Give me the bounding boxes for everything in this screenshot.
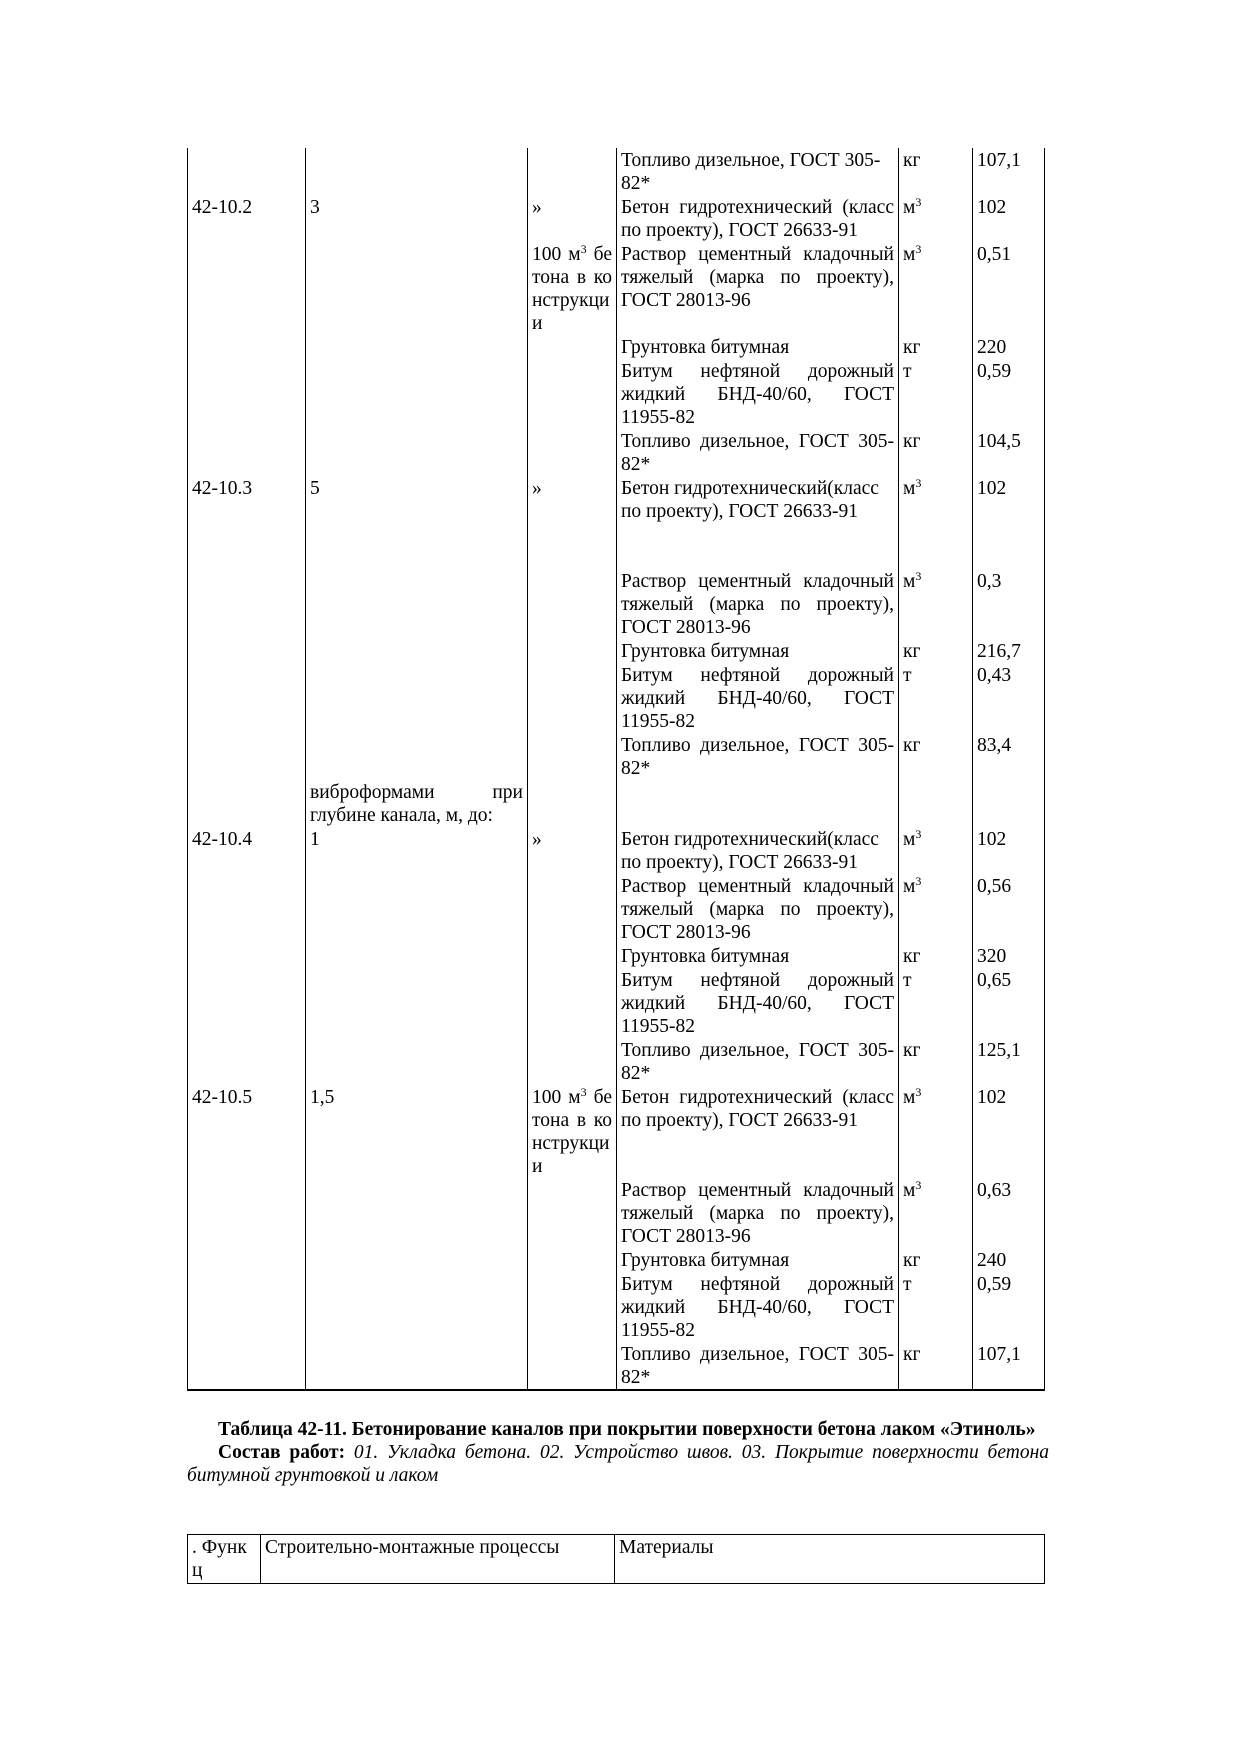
row-parameter <box>306 1272 528 1342</box>
row-resource-unit <box>899 1178 973 1248</box>
table-row <box>188 1085 1045 1178</box>
row-resource-unit <box>899 569 973 639</box>
table-row <box>188 733 1045 780</box>
row-parameter <box>306 968 528 1038</box>
resource-unit-superscript: 3 <box>915 242 922 256</box>
resource-unit-superscript: 3 <box>915 195 922 209</box>
resource-unit-text: м <box>903 876 916 897</box>
row-code <box>188 1178 306 1248</box>
header-row <box>188 1535 1045 1584</box>
row-resource-unit <box>899 335 973 359</box>
row-parameter <box>306 944 528 968</box>
row-unit <box>528 1248 617 1272</box>
row-parameter <box>306 359 528 429</box>
row-quantity: 125,1 <box>973 1038 1045 1085</box>
row-resource: Бетон гидротехнический(класс по проекту), ГОСТ 26633-91 <box>617 827 899 874</box>
row-parameter <box>306 1038 528 1085</box>
row-unit <box>528 1342 617 1390</box>
table-row <box>188 1342 1045 1390</box>
row-code <box>188 1342 306 1390</box>
row-code <box>188 1248 306 1272</box>
row-code <box>188 242 306 335</box>
row-resource-unit <box>899 148 973 195</box>
row-resource: Топливо дизельное, ГОСТ 305-82* <box>617 1038 899 1085</box>
row-resource-unit <box>899 874 973 944</box>
header-col-processes: Строительно-монтажные процессы <box>261 1535 615 1584</box>
resource-unit-text: м <box>903 571 916 592</box>
row-unit: » <box>528 476 617 569</box>
row-quantity: 0,65 <box>973 968 1045 1038</box>
row-unit <box>528 663 617 733</box>
row-resource: Бетон гидротехнический(класс по проекту), ГОСТ 26633-91 <box>617 476 899 569</box>
table-title: Таблица 42-11. Бетонирование каналов при покрытии поверхности бетона лаком «Этиноль» <box>218 1419 1036 1440</box>
row-quantity: 0,59 <box>973 1272 1045 1342</box>
row-parameter <box>306 242 528 335</box>
row-quantity: 216,7 <box>973 639 1045 663</box>
table-row <box>188 1248 1045 1272</box>
works-composition <box>187 1441 1049 1487</box>
row-code <box>188 663 306 733</box>
row-resource: Грунтовка битумная <box>617 639 899 663</box>
row-parameter <box>306 874 528 944</box>
row-parameter: виброформами при глубине канала, м, до: <box>306 780 528 827</box>
row-resource-unit <box>899 242 973 335</box>
row-unit <box>528 359 617 429</box>
row-quantity: 0,63 <box>973 1178 1045 1248</box>
resource-unit-text: кг <box>903 1344 921 1365</box>
row-resource: Битум нефтяной дорожный жидкий БНД-40/60, ГОСТ 11955-82 <box>617 1272 899 1342</box>
row-unit: » <box>528 195 617 242</box>
row-unit <box>528 429 617 476</box>
resource-unit-superscript: 3 <box>915 569 922 583</box>
row-parameter <box>306 733 528 780</box>
table-body <box>188 148 1045 1390</box>
row-unit <box>528 148 617 195</box>
resource-unit-text: т <box>903 1274 912 1295</box>
table-row <box>188 874 1045 944</box>
table-row <box>188 1038 1045 1085</box>
works-label: Состав работ: <box>218 1442 346 1463</box>
row-resource-unit <box>899 195 973 242</box>
row-code <box>188 429 306 476</box>
row-quantity: 102 <box>973 195 1045 242</box>
row-resource: Битум нефтяной дорожный жидкий БНД-40/60, ГОСТ 11955-82 <box>617 663 899 733</box>
row-quantity: 0,3 <box>973 569 1045 639</box>
row-resource-unit <box>899 1248 973 1272</box>
row-quantity: 83,4 <box>973 733 1045 780</box>
row-resource-unit <box>899 827 973 874</box>
row-quantity: 320 <box>973 944 1045 968</box>
row-parameter <box>306 429 528 476</box>
row-resource-unit <box>899 1038 973 1085</box>
resource-unit-text: кг <box>903 150 921 171</box>
row-unit <box>528 1178 617 1248</box>
table-row <box>188 1178 1045 1248</box>
resource-unit-text: м <box>903 829 916 850</box>
row-unit <box>528 733 617 780</box>
row-resource-unit <box>899 780 973 827</box>
table-row <box>188 148 1045 195</box>
row-resource: Топливо дизельное, ГОСТ 305-82* <box>617 429 899 476</box>
row-quantity: 107,1 <box>973 1342 1045 1390</box>
row-parameter: 1,5 <box>306 1085 528 1178</box>
resource-unit-superscript: 3 <box>915 1085 922 1099</box>
row-resource-unit <box>899 1272 973 1342</box>
row-parameter <box>306 1248 528 1272</box>
row-code <box>188 874 306 944</box>
table-row <box>188 1272 1045 1342</box>
row-resource: Топливо дизельное, ГОСТ 305-82* <box>617 733 899 780</box>
row-code <box>188 944 306 968</box>
row-code <box>188 335 306 359</box>
next-table-header <box>187 1534 1045 1584</box>
row-resource-unit <box>899 359 973 429</box>
resource-unit-text: м <box>903 1180 916 1201</box>
row-parameter <box>306 335 528 359</box>
table-row <box>188 663 1045 733</box>
row-parameter: 1 <box>306 827 528 874</box>
row-code <box>188 733 306 780</box>
row-quantity: 102 <box>973 476 1045 569</box>
resource-unit-text: т <box>903 361 912 382</box>
row-quantity: 0,56 <box>973 874 1045 944</box>
row-unit <box>528 968 617 1038</box>
resource-unit-text: м <box>903 197 916 218</box>
row-code <box>188 780 306 827</box>
row-quantity: 0,51 <box>973 242 1045 335</box>
row-code <box>188 639 306 663</box>
header-col-function: . Функц <box>188 1535 261 1584</box>
resource-unit-superscript: 3 <box>915 827 922 841</box>
resource-unit-text: кг <box>903 431 921 452</box>
row-unit <box>528 780 617 827</box>
row-code <box>188 1038 306 1085</box>
row-code <box>188 359 306 429</box>
row-resource-unit <box>899 968 973 1038</box>
resource-unit-text: кг <box>903 337 921 358</box>
row-parameter <box>306 1178 528 1248</box>
row-code <box>188 968 306 1038</box>
row-resource: Топливо дизельное, ГОСТ 305-82* <box>617 148 899 195</box>
row-resource: Раствор цементный кладочный тяжелый (марка по проекту), ГОСТ 28013-96 <box>617 569 899 639</box>
resource-unit-text: т <box>903 970 912 991</box>
resource-unit-superscript: 3 <box>915 1178 922 1192</box>
row-code <box>188 1272 306 1342</box>
row-quantity: 240 <box>973 1248 1045 1272</box>
row-parameter <box>306 639 528 663</box>
row-resource-unit <box>899 944 973 968</box>
row-code <box>188 569 306 639</box>
resource-unit-text: м <box>903 478 916 499</box>
row-resource <box>617 780 899 827</box>
row-resource-unit <box>899 733 973 780</box>
unit-superscript: 3 <box>580 1085 587 1099</box>
row-resource: Раствор цементный кладочный тяжелый (марка по проекту), ГОСТ 28013-96 <box>617 1178 899 1248</box>
table-row <box>188 335 1045 359</box>
row-code: 42-10.3 <box>188 476 306 569</box>
row-parameter: 5 <box>306 476 528 569</box>
resource-unit-superscript: 3 <box>915 874 922 888</box>
row-quantity: 0,43 <box>973 663 1045 733</box>
row-unit <box>528 1272 617 1342</box>
row-resource: Раствор цементный кладочный тяжелый (марка по проекту), ГОСТ 28013-96 <box>617 874 899 944</box>
table-row <box>188 944 1045 968</box>
table-row <box>188 359 1045 429</box>
table-row <box>188 569 1045 639</box>
resource-unit-text: кг <box>903 1040 921 1061</box>
table-row <box>188 639 1045 663</box>
resource-unit-text: кг <box>903 641 921 662</box>
table-row <box>188 242 1045 335</box>
table-row <box>188 780 1045 827</box>
row-parameter <box>306 663 528 733</box>
table-row <box>188 827 1045 874</box>
row-resource-unit <box>899 639 973 663</box>
row-quantity: 102 <box>973 827 1045 874</box>
row-quantity <box>973 780 1045 827</box>
row-unit <box>528 1038 617 1085</box>
row-parameter <box>306 569 528 639</box>
row-unit <box>528 874 617 944</box>
resource-norms-table <box>187 148 1045 1391</box>
row-resource: Грунтовка битумная <box>617 1248 899 1272</box>
row-resource: Битум нефтяной дорожный жидкий БНД-40/60, ГОСТ 11955-82 <box>617 968 899 1038</box>
row-unit: 100 $м^3$ бетона в конструкции <box>528 242 617 335</box>
table-row <box>188 476 1045 569</box>
resource-unit-text: м <box>903 1087 916 1108</box>
row-unit <box>528 944 617 968</box>
row-resource: Грунтовка битумная <box>617 335 899 359</box>
unit-superscript: 3 <box>580 242 587 256</box>
row-resource-unit <box>899 663 973 733</box>
row-resource-unit <box>899 1342 973 1390</box>
header-col-materials: Материалы <box>615 1535 1045 1584</box>
row-quantity: 220 <box>973 335 1045 359</box>
resource-unit-text: кг <box>903 1250 921 1271</box>
row-unit <box>528 335 617 359</box>
row-unit: » <box>528 827 617 874</box>
row-parameter <box>306 148 528 195</box>
row-code: 42-10.5 <box>188 1085 306 1178</box>
row-quantity: 104,5 <box>973 429 1045 476</box>
table-row <box>188 429 1045 476</box>
row-resource: Битум нефтяной дорожный жидкий БНД-40/60, ГОСТ 11955-82 <box>617 359 899 429</box>
row-unit <box>528 639 617 663</box>
resource-unit-text: кг <box>903 946 921 967</box>
row-quantity: 102 <box>973 1085 1045 1178</box>
table-row <box>188 195 1045 242</box>
row-resource-unit <box>899 1085 973 1178</box>
resource-unit-superscript: 3 <box>915 476 922 490</box>
table-caption <box>187 1418 1049 1487</box>
row-parameter <box>306 1342 528 1390</box>
resource-unit-text: кг <box>903 735 921 756</box>
row-parameter: 3 <box>306 195 528 242</box>
row-quantity: 107,1 <box>973 148 1045 195</box>
row-code: 42-10.4 <box>188 827 306 874</box>
row-resource: Бетон гидротехнический (класс по проекту), ГОСТ 26633-91 <box>617 1085 899 1178</box>
row-unit: 100 $м^3$ бетона в конструкции <box>528 1085 617 1178</box>
row-resource: Топливо дизельное, ГОСТ 305-82* <box>617 1342 899 1390</box>
row-code: 42-10.2 <box>188 195 306 242</box>
works-text: 01. Укладка бетона. 02. Устройство швов. 03. Покрытие поверхности бетона битумной грунтовкой и лаком <box>187 1442 1049 1486</box>
row-resource-unit <box>899 476 973 569</box>
row-code <box>188 148 306 195</box>
table-row <box>188 968 1045 1038</box>
row-resource-unit <box>899 429 973 476</box>
resource-unit-text: т <box>903 665 912 686</box>
row-resource: Бетон гидротехнический (класс по проекту), ГОСТ 26633-91 <box>617 195 899 242</box>
row-resource: Грунтовка битумная <box>617 944 899 968</box>
row-unit <box>528 569 617 639</box>
row-quantity: 0,59 <box>973 359 1045 429</box>
row-resource: Раствор цементный кладочный тяжелый (марка по проекту), ГОСТ 28013-96 <box>617 242 899 335</box>
resource-unit-text: м <box>903 244 916 265</box>
